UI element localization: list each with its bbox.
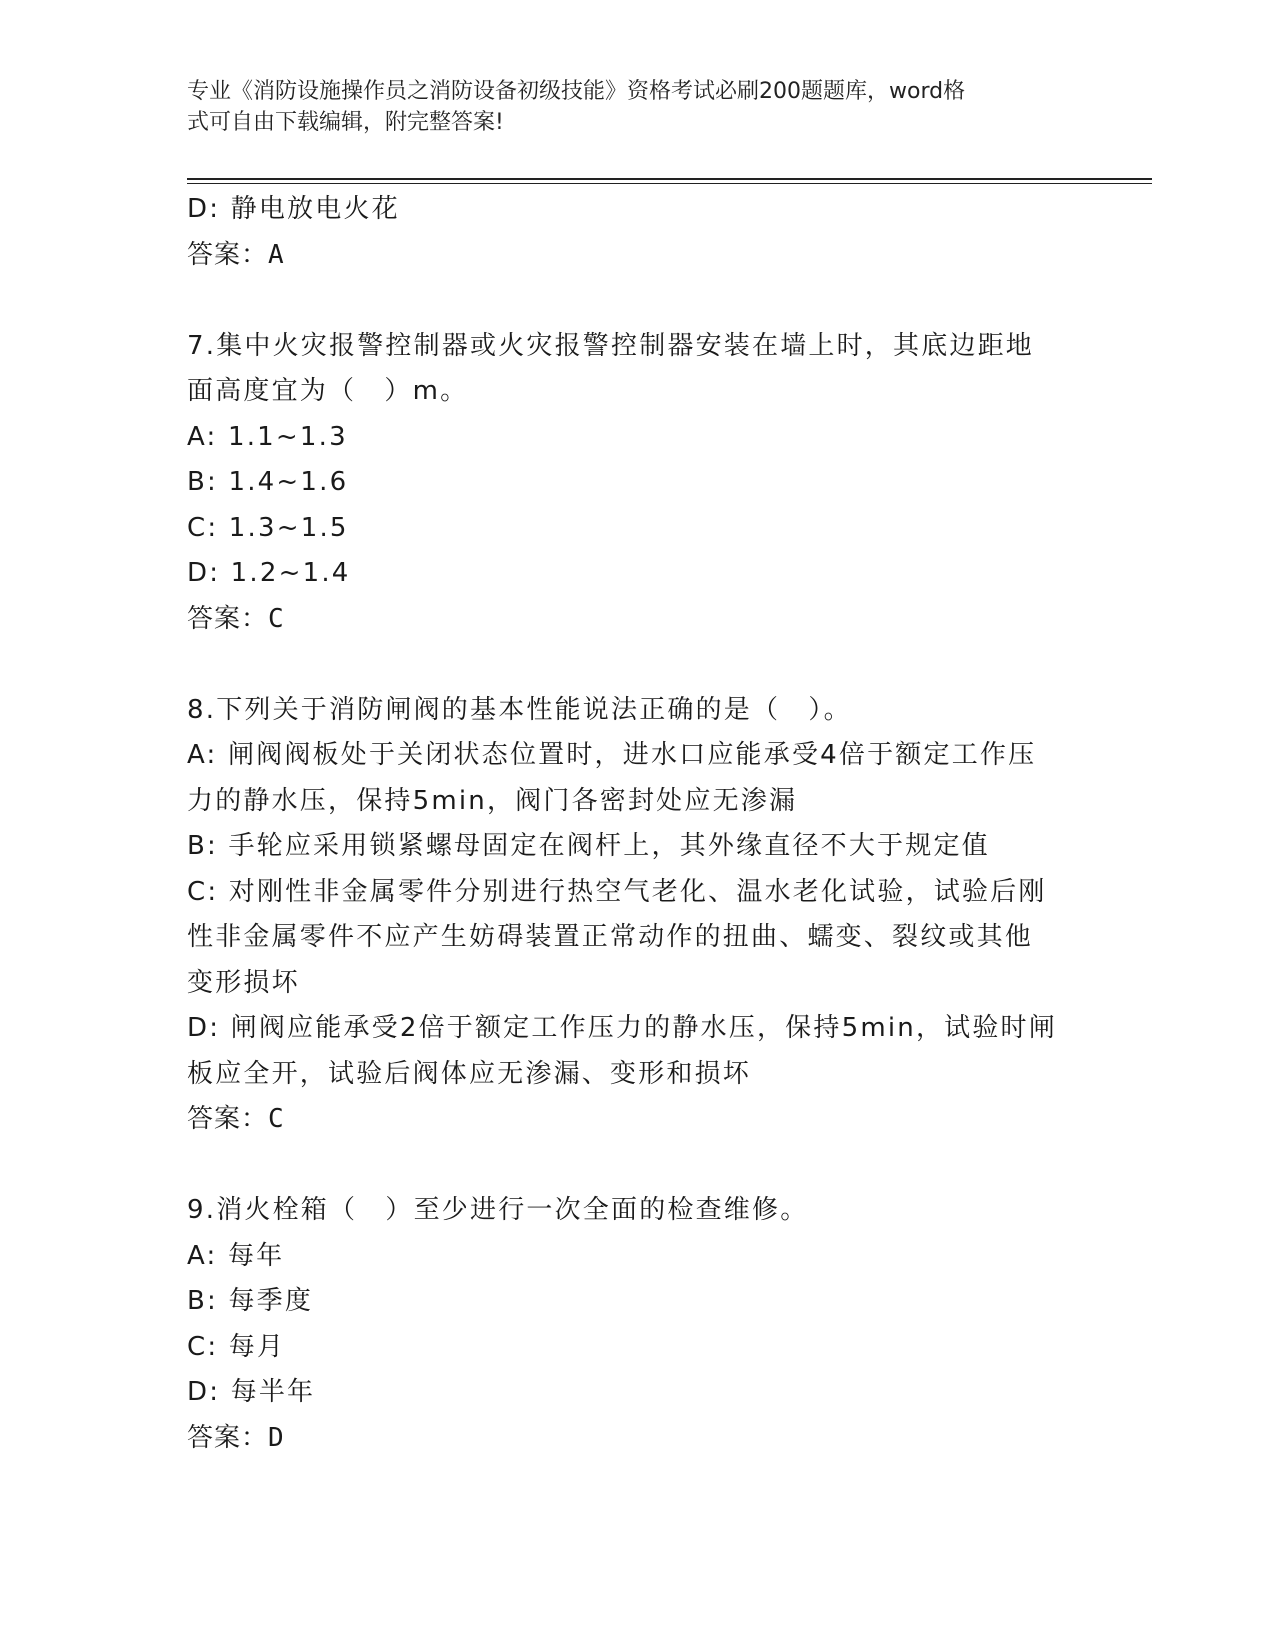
- q9-option-d: D: 每半年: [187, 1377, 316, 1407]
- spacer: [187, 278, 1087, 324]
- spacer: [187, 1143, 1087, 1189]
- q9-stem: 9.消火栓箱（ ）至少进行一次全面的检查维修。: [187, 1195, 809, 1225]
- q7-stem-line-1: 7.集中火灾报警控制器或火灾报警控制器安装在墙上时，其底边距地: [187, 330, 1035, 361]
- q8-option-c-line-3: 变形损坏: [187, 967, 300, 998]
- question-7: [187, 324, 1087, 643]
- q9-answer: 答案：D: [187, 1422, 285, 1453]
- q6-answer: 答案：A: [187, 239, 285, 270]
- header-rule-thick: [187, 178, 1152, 180]
- question-9: [187, 1188, 1087, 1461]
- header-line-1: 专业《消防设施操作员之消防设备初级技能》资格考试必刷200题题库，word格: [187, 79, 966, 104]
- q9-option-a: A: 每年: [187, 1240, 285, 1271]
- header-line-2: 式可自由下载编辑，附完整答案!: [187, 110, 504, 135]
- q7-option-b: B: 1.4~1.6: [187, 467, 349, 497]
- spacer: [187, 642, 1087, 688]
- q6-option-d: D: 静电放电火花: [187, 194, 400, 224]
- q8-answer: 答案：C: [187, 1104, 285, 1134]
- question-6-tail: [187, 187, 1087, 278]
- question-content: [187, 187, 1087, 1461]
- q9-option-c: C: 每月: [187, 1331, 286, 1362]
- q8-option-c-line-2: 性非金属零件不应产生妨碍装置正常动作的扭曲、蠕变、裂纹或其他: [187, 922, 1034, 952]
- question-8: [187, 688, 1087, 1143]
- page-header: [187, 76, 1067, 138]
- q8-option-a-line-2: 力的静水压，保持5min，阀门各密封处应无渗漏: [187, 785, 798, 816]
- q8-option-b: B: 手轮应采用锁紧螺母固定在阀杆上，其外缘直径不大于规定值: [187, 831, 990, 861]
- q7-option-d: D: 1.2~1.4: [187, 558, 351, 588]
- q8-option-c-line-1: C: 对刚性非金属零件分别进行热空气老化、温水老化试验，试验后刚: [187, 876, 1047, 907]
- q9-option-b: B: 每季度: [187, 1286, 314, 1316]
- q8-option-d-line-2: 板应全开，试验后阀体应无渗漏、变形和损坏: [187, 1058, 752, 1089]
- q8-option-d-line-1: D: 闸阀应能承受2倍于额定工作压力的静水压，保持5min，试验时闸: [187, 1013, 1057, 1043]
- q7-option-c: C: 1.3~1.5: [187, 512, 349, 543]
- q7-stem-line-2: 面高度宜为（ ）m。: [187, 376, 469, 406]
- q8-option-a-line-1: A: 闸阀阀板处于关闭状态位置时，进水口应能承受4倍于额定工作压: [187, 740, 1037, 770]
- header-rule-thin: [187, 183, 1152, 184]
- q7-option-a: A: 1.1~1.3: [187, 421, 348, 452]
- q8-stem: 8.下列关于消防闸阀的基本性能说法正确的是（ ）。: [187, 694, 852, 725]
- q7-answer: 答案：C: [187, 603, 285, 634]
